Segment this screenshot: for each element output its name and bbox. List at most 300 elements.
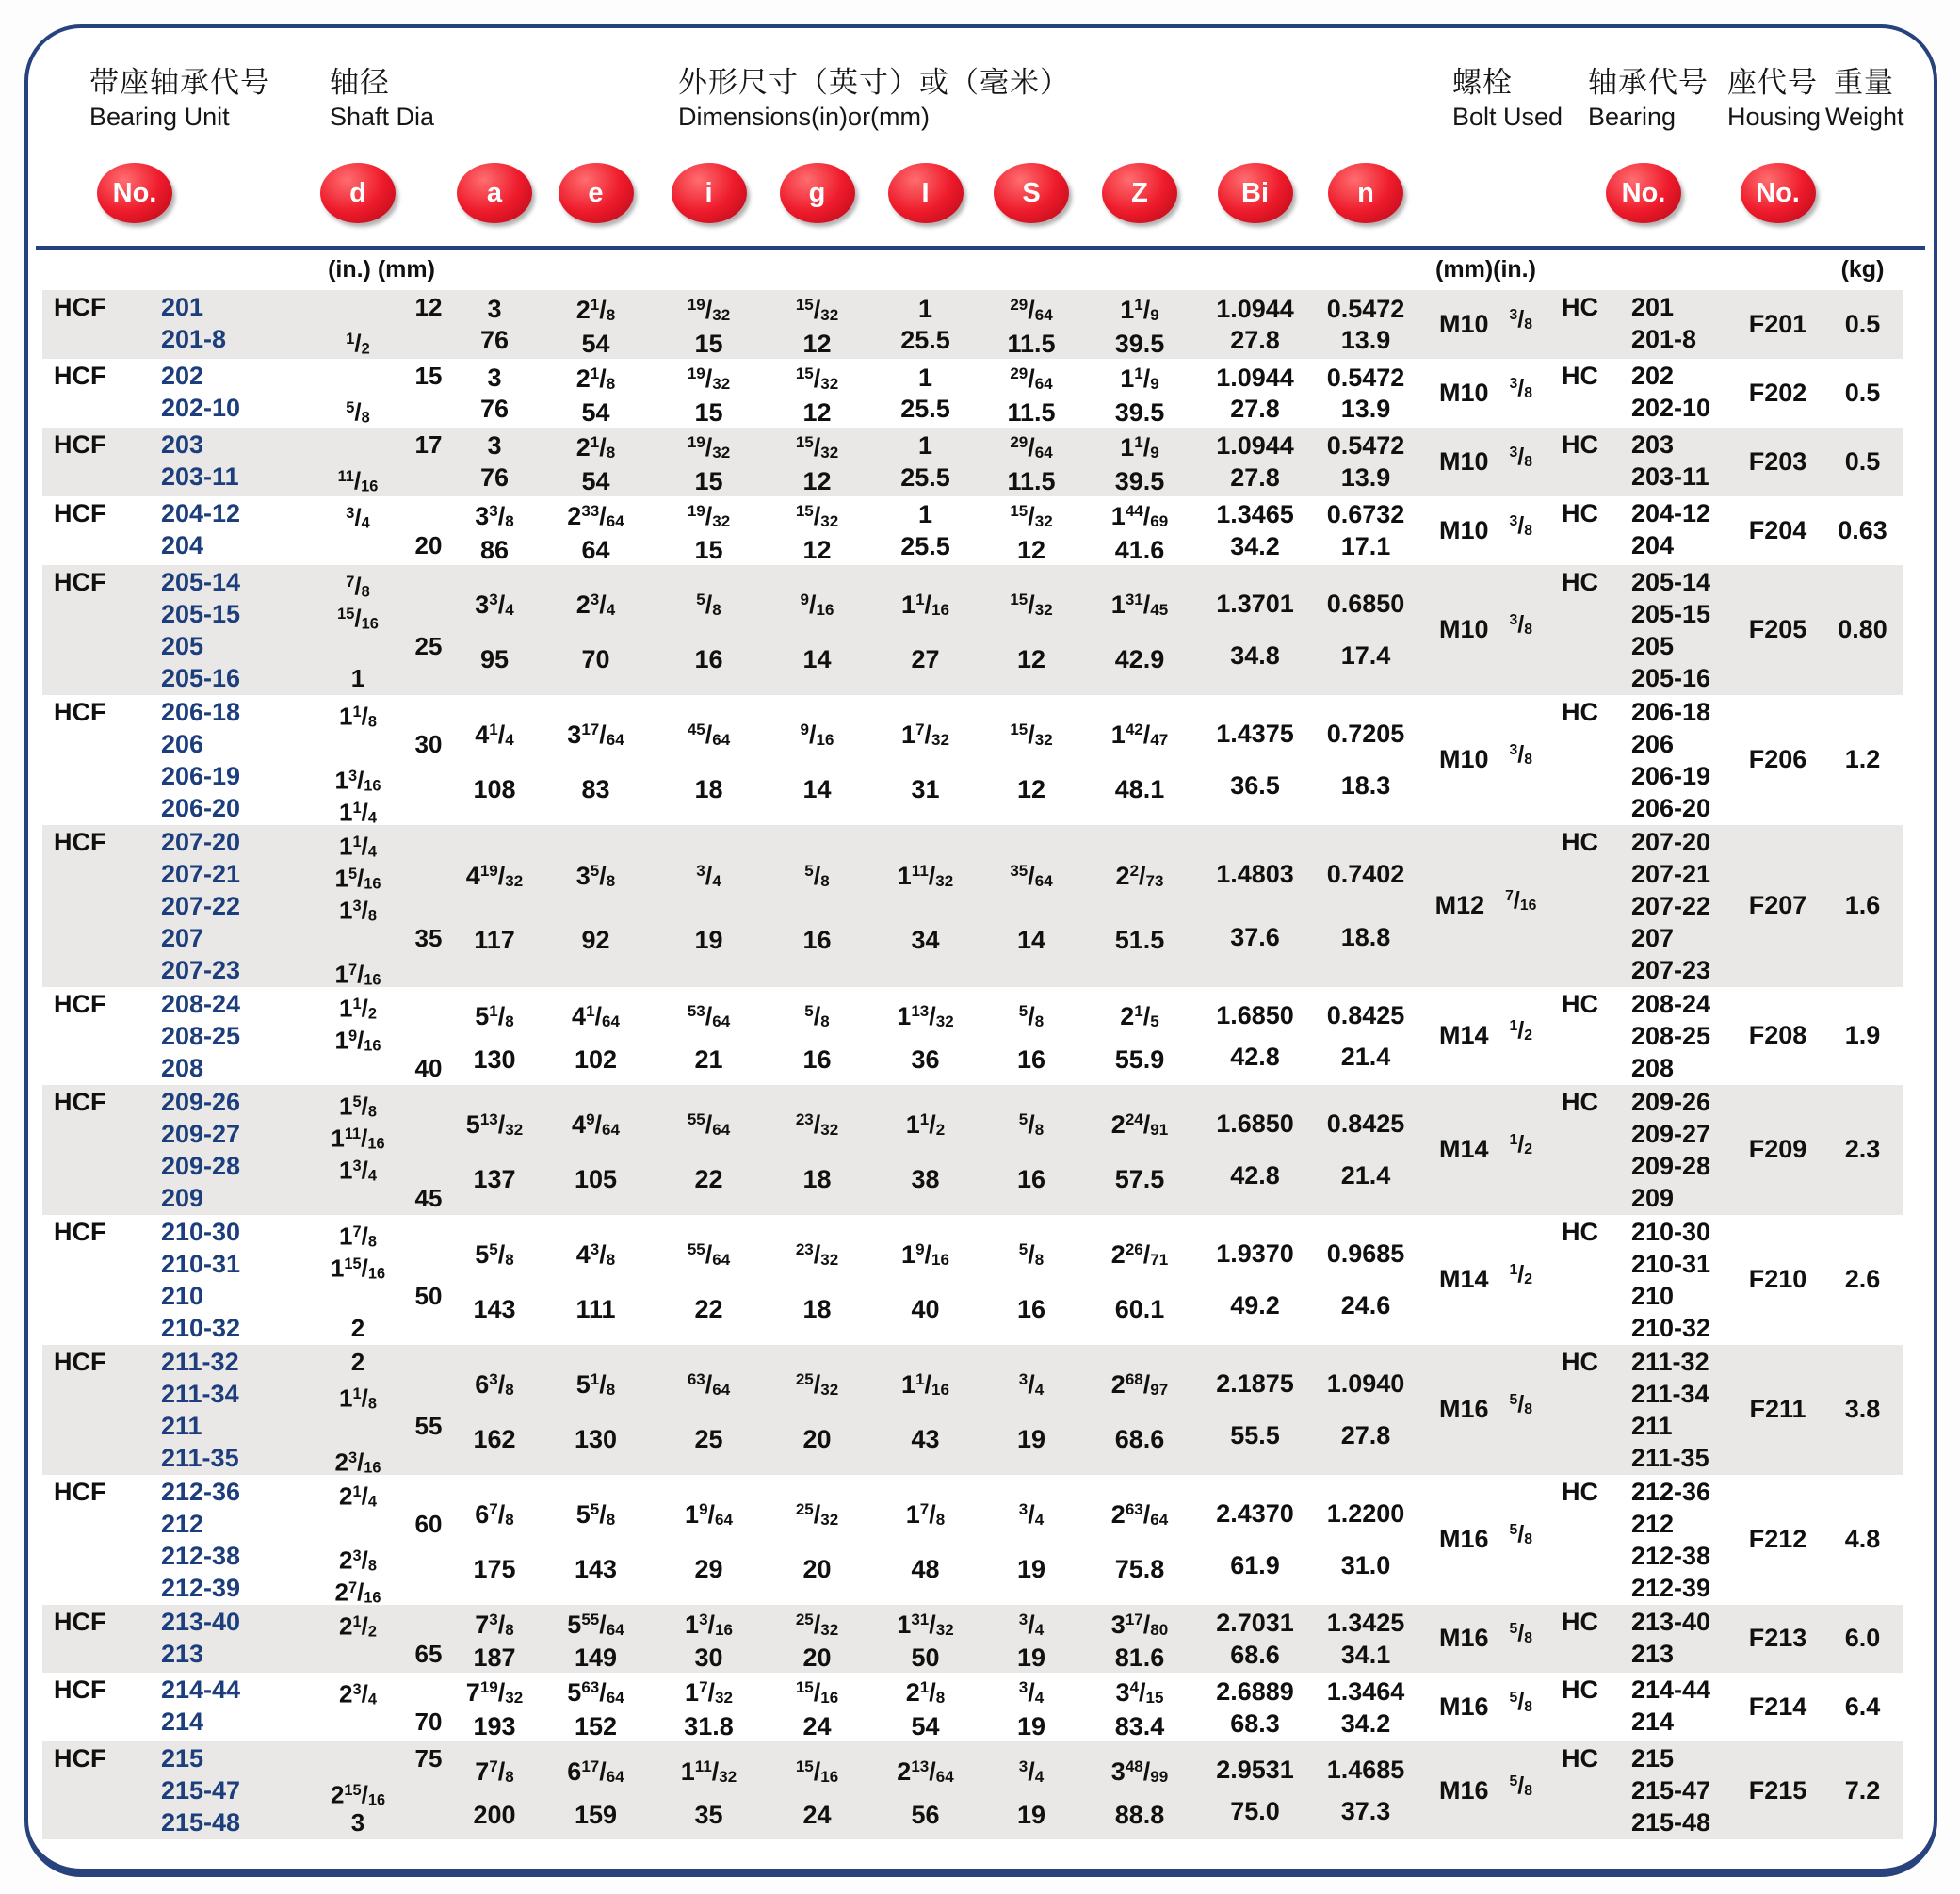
shaft-dia-in: $1^5/_{16}$ (334, 864, 381, 893)
shaft-dia-in: $1^5/_8$ (339, 1092, 377, 1121)
dim-Z-inch: $1^{31}/_{45}$ (1110, 591, 1169, 620)
bearing-prefix: HC (1562, 1477, 1598, 1506)
dim-n-mm: 18.8 (1340, 922, 1391, 951)
dim-a-mm: 200 (473, 1800, 516, 1829)
dim-a-cell (452, 1742, 537, 1838)
dim-Z-cell (1083, 988, 1196, 1084)
dim-e-cell (537, 429, 655, 495)
housing-no-cell (1733, 1086, 1822, 1214)
dim-g-mm: 12 (802, 329, 832, 358)
dim-I-cell (871, 1216, 980, 1344)
bolt-metric-size: M16 (1438, 1624, 1489, 1653)
shaft-dia-in: $1^1/_4$ (339, 798, 377, 824)
model-number: 210-30 (161, 1217, 241, 1246)
dim-i-mm: 21 (694, 1045, 723, 1075)
shaft-dia-in: $1^1/_2$ (339, 994, 377, 1023)
dim-a-inch: $4^{19}/_{32}$ (465, 861, 524, 890)
model-number: 212 (161, 1509, 204, 1538)
shaft-dia-mm (405, 890, 452, 922)
shaft-dia-in: $2^7/_{16}$ (334, 1578, 381, 1604)
header-housing-zh: 座代号 (1727, 66, 1818, 99)
bearing-no-cell (1554, 1606, 1733, 1673)
header-bearing-unit-zh: 带座轴承代号 (89, 66, 270, 99)
dim-i-inch: $^{19}/_{32}$ (687, 432, 731, 461)
bearing-model-number: 204-12 (1631, 498, 1711, 527)
bearing-model-number: 203-11 (1631, 461, 1709, 491)
model-number: 204-12 (161, 498, 241, 527)
shaft-dia-in: $1^{15}/_{16}$ (330, 1254, 386, 1283)
dim-S-cell (980, 988, 1083, 1084)
dim-n-cell (1314, 497, 1417, 564)
dim-e-mm: 130 (574, 1424, 618, 1453)
bearing-model-number: 207-23 (1631, 955, 1711, 984)
shaft-dia-in: $^{11}/_{16}$ (337, 466, 379, 495)
weight-cell (1822, 291, 1903, 358)
dim-i-cell (655, 826, 763, 986)
model-number: 207-22 (161, 891, 241, 920)
housing-number: F211 (1749, 1395, 1806, 1423)
shaft-dia-mm (405, 1774, 452, 1806)
dim-I-inch: 1 (917, 294, 933, 323)
weight-cell (1822, 988, 1903, 1084)
dim-S-cell (980, 1606, 1083, 1673)
housing-number: F201 (1748, 309, 1807, 338)
dim-i-cell (655, 291, 763, 358)
dim-g-inch: $^{15}/_{32}$ (795, 295, 839, 324)
shaft-dia-mm-cell (405, 988, 452, 1084)
dim-e-cell (537, 1674, 655, 1740)
bolt-metric-size: M16 (1438, 1395, 1489, 1423)
dim-Bi-mm: 34.8 (1230, 641, 1280, 671)
bolt-inch-size: $^3/_8$ (1509, 741, 1532, 768)
bearing-model-number: 206-19 (1631, 761, 1711, 790)
dim-g-inch: $^{15}/_{16}$ (795, 1756, 839, 1786)
dim-e-cell (537, 497, 655, 564)
dim-S-cell (980, 1674, 1083, 1740)
dim-n-mm: 24.6 (1340, 1291, 1391, 1320)
dim-n-inch: 0.5472 (1326, 294, 1405, 323)
dim-e-mm: 64 (581, 535, 610, 564)
badge-Bi: Bi (1218, 163, 1293, 223)
dim-S-inch: $^{15}/_{32}$ (1010, 591, 1053, 620)
model-number: 214 (161, 1708, 204, 1737)
model-number: 213 (161, 1639, 204, 1668)
dim-n-mm: 34.2 (1340, 1708, 1391, 1738)
unit-no-cell (42, 429, 311, 495)
housing-no-cell (1733, 360, 1822, 427)
bolt-cell (1417, 1476, 1554, 1604)
dim-e-mm: 54 (581, 329, 610, 358)
bolt-inch-size: $^1/_2$ (1509, 1017, 1532, 1044)
shaft-dia-in: $2^3/_8$ (339, 1546, 377, 1575)
housing-number: F209 (1748, 1135, 1807, 1163)
dim-a-mm: 86 (479, 535, 510, 564)
weight-value: 0.5 (1844, 309, 1881, 338)
shaft-dia-in: $1^3/_{16}$ (334, 766, 381, 795)
shaft-dia-in-cell (311, 1674, 405, 1740)
dim-S-cell (980, 1216, 1083, 1344)
dim-g-inch: $^{23}/_{32}$ (795, 1240, 839, 1270)
shaft-dia-mm-cell (405, 1742, 452, 1838)
model-number: 205 (161, 631, 204, 660)
housing-no-cell (1733, 291, 1822, 358)
dim-n-cell (1314, 826, 1417, 986)
shaft-dia-in: $1^3/_8$ (339, 896, 377, 925)
model-number: 204 (161, 530, 204, 559)
dim-g-cell (763, 696, 871, 824)
dim-e-mm: 149 (574, 1643, 618, 1673)
dim-e-mm: 54 (581, 397, 610, 427)
dim-i-cell (655, 1086, 763, 1214)
dim-n-inch: 1.0940 (1326, 1368, 1405, 1398)
model-number: 209-27 (161, 1119, 241, 1148)
shaft-dia-in (311, 630, 405, 662)
bolt-cell (1417, 696, 1554, 824)
shaft-dia-in (311, 1182, 405, 1214)
bearing-model-number: 207 (1631, 923, 1675, 952)
bearing-model-number: 209 (1631, 1183, 1675, 1212)
dim-g-inch: $^{25}/_{32}$ (795, 1370, 839, 1400)
unit-prefix: HCF (54, 361, 106, 390)
dim-a-mm: 130 (473, 1045, 516, 1075)
bolt-inch-size: $^3/_8$ (1509, 374, 1532, 401)
weight-cell (1822, 1606, 1903, 1673)
dim-S-inch: $^3/_4$ (1018, 1610, 1045, 1639)
dim-S-mm: 11.5 (1007, 397, 1056, 427)
dim-a-cell (452, 429, 537, 495)
bolt-cell (1417, 360, 1554, 427)
dim-Z-mm: 57.5 (1114, 1164, 1165, 1193)
table-row-group (42, 1215, 1903, 1345)
dim-Z-cell (1083, 429, 1196, 495)
unit-prefix: HCF (54, 1347, 106, 1376)
dim-a-inch: 3 (487, 431, 502, 461)
bolt-inch-size: $^3/_8$ (1509, 305, 1532, 332)
housing-number: F215 (1748, 1775, 1807, 1805)
weight-cell (1822, 1346, 1903, 1474)
shaft-dia-in: $1^{11}/_{16}$ (331, 1124, 385, 1153)
bolt-cell (1417, 988, 1554, 1084)
shaft-dia-in-cell (311, 1742, 405, 1838)
shaft-dia-mm: 20 (414, 530, 443, 559)
dim-Z-inch: $2^{68}/_{97}$ (1110, 1370, 1169, 1400)
model-number: 205-15 (161, 599, 241, 628)
bearing-model-number: 205-15 (1631, 599, 1711, 628)
dim-Z-mm: 51.5 (1114, 926, 1165, 955)
bearing-no-cell (1554, 1216, 1733, 1344)
bearing-model-number: 208-24 (1631, 989, 1711, 1018)
dim-n-mm: 27.8 (1340, 1421, 1391, 1450)
model-number: 215-48 (161, 1808, 241, 1837)
dim-Z-inch: $2^2/_{73}$ (1115, 861, 1164, 890)
dim-a-mm: 193 (473, 1712, 516, 1741)
dim-S-mm: 19 (1016, 1424, 1046, 1453)
dim-Bi-cell (1196, 696, 1314, 824)
unit-prefix: HCF (54, 498, 106, 527)
weight-value: 2.6 (1844, 1265, 1881, 1293)
dim-e-inch: $3^{17}/_{64}$ (567, 720, 624, 750)
unit-no-cell (42, 1606, 311, 1673)
dim-a-inch: $5^1/_8$ (475, 1001, 514, 1030)
dim-Z-mm: 81.6 (1114, 1643, 1165, 1673)
dim-Bi-inch: 2.7031 (1216, 1609, 1294, 1638)
model-number: 202 (161, 361, 204, 390)
dim-Z-cell (1083, 566, 1196, 694)
dim-g-cell (763, 1674, 871, 1740)
housing-number: F210 (1748, 1265, 1807, 1293)
model-number: 215-47 (161, 1776, 241, 1805)
bearing-model-number: 206-20 (1631, 793, 1711, 822)
dim-Bi-mm: 68.6 (1230, 1640, 1280, 1669)
housing-no-cell (1733, 1476, 1822, 1604)
badge-a: a (457, 163, 532, 223)
dim-Bi-cell (1196, 826, 1314, 986)
dim-S-cell (980, 291, 1083, 358)
dim-Bi-inch: 1.3465 (1216, 500, 1294, 529)
dim-Z-inch: $2^{24}/_{91}$ (1110, 1110, 1169, 1140)
dim-Bi-inch: 1.0944 (1216, 363, 1294, 392)
model-number: 213-40 (161, 1607, 241, 1636)
dim-i-mm: 15 (694, 466, 723, 495)
weight-cell (1822, 1674, 1903, 1740)
model-number: 211 (161, 1411, 202, 1440)
bearing-model-number: 212-38 (1631, 1541, 1711, 1570)
shaft-dia-mm (405, 1540, 452, 1572)
weight-value: 2.3 (1844, 1135, 1881, 1163)
dim-Z-mm: 39.5 (1114, 397, 1165, 427)
bearing-model-number: 209-28 (1631, 1151, 1711, 1180)
bearing-prefix: HC (1562, 567, 1598, 596)
dim-Bi-inch: 1.4375 (1216, 719, 1294, 748)
dim-S-inch: $^{29}/_{64}$ (1010, 295, 1053, 324)
table-row-group (42, 290, 1903, 359)
bearing-model-number: 210 (1631, 1281, 1675, 1310)
dim-e-inch: $2^1/_8$ (575, 295, 616, 324)
dim-S-inch: $^3/_4$ (1018, 1370, 1045, 1400)
dim-n-inch: 0.8425 (1326, 1000, 1405, 1029)
dim-g-cell (763, 291, 871, 358)
dim-Z-mm: 42.9 (1114, 644, 1165, 673)
dim-I-mm: 25.5 (900, 531, 950, 560)
unit-prefix: HCF (54, 1217, 106, 1246)
bearing-model-number: 210-32 (1631, 1313, 1711, 1342)
dim-g-cell (763, 1346, 871, 1474)
model-number: 212-36 (161, 1477, 241, 1506)
shaft-dia-mm (405, 696, 452, 728)
unit-no-cell (42, 1742, 311, 1838)
dim-S-mm: 19 (1016, 1712, 1046, 1741)
shaft-dia-mm-cell (405, 1606, 452, 1673)
dim-a-mm: 108 (473, 774, 516, 803)
dim-i-mm: 22 (694, 1164, 723, 1193)
bearing-model-number: 211 (1631, 1411, 1673, 1440)
housing-no-cell (1733, 497, 1822, 564)
dim-i-inch: $^{53}/_{64}$ (687, 1001, 731, 1030)
dim-g-mm: 20 (802, 1554, 832, 1583)
dim-i-mm: 30 (694, 1643, 723, 1673)
dim-n-inch: 1.3464 (1326, 1677, 1405, 1706)
dim-Bi-mm: 27.8 (1230, 326, 1280, 355)
badge-d: d (320, 163, 396, 223)
dim-I-cell (871, 360, 980, 427)
dim-Bi-cell (1196, 1086, 1314, 1214)
dim-e-inch: $4^1/_{64}$ (572, 1001, 620, 1030)
dim-e-inch: $5^1/_8$ (575, 1370, 616, 1400)
bolt-cell (1417, 826, 1554, 986)
housing-number: F208 (1748, 1021, 1807, 1049)
dim-I-cell (871, 291, 980, 358)
weight-value: 1.2 (1844, 745, 1881, 773)
dim-i-inch: $^{19}/_{32}$ (687, 295, 731, 324)
bearing-model-number: 211-34 (1631, 1379, 1709, 1408)
dim-a-inch: $6^3/_8$ (475, 1370, 514, 1400)
dim-i-inch: $^5/_8$ (696, 591, 721, 620)
bearing-model-number: 215-47 (1631, 1776, 1711, 1805)
model-number: 212-39 (161, 1573, 241, 1602)
bearing-no-cell (1554, 497, 1733, 564)
dim-Bi-inch: 2.6889 (1216, 1677, 1294, 1706)
dim-Bi-cell (1196, 291, 1314, 358)
dim-e-inch: $2^{33}/_{64}$ (567, 501, 624, 530)
dim-Z-cell (1083, 696, 1196, 824)
bearing-no-cell (1554, 696, 1733, 824)
bearing-model-number: 212-36 (1631, 1477, 1711, 1506)
badge-g: g (780, 163, 855, 223)
bearing-model-number: 204 (1631, 530, 1675, 559)
dim-I-inch: 1 (917, 500, 933, 529)
weight-cell (1822, 429, 1903, 495)
dim-S-mm: 19 (1016, 1800, 1046, 1829)
dim-a-cell (452, 1606, 537, 1673)
dim-I-mm: 27 (911, 644, 940, 673)
model-number: 207-20 (161, 827, 241, 856)
shaft-dia-in (311, 1742, 405, 1774)
shaft-dia-in-cell (311, 1086, 405, 1214)
unit-no-cell (42, 1086, 311, 1214)
unit-prefix: HCF (54, 429, 106, 459)
housing-number: F213 (1748, 1624, 1807, 1653)
dim-g-mm: 12 (802, 397, 832, 427)
dim-g-mm: 14 (802, 774, 832, 803)
dim-a-mm: 76 (479, 326, 510, 355)
dim-g-cell (763, 497, 871, 564)
model-number: 210-32 (161, 1313, 241, 1342)
unit-prefix: HCF (54, 1744, 106, 1773)
shaft-dia-mm-cell (405, 1674, 452, 1740)
table-row-group (42, 695, 1903, 825)
unit-no-cell (42, 988, 311, 1084)
weight-value: 0.80 (1838, 615, 1887, 643)
shaft-dia-in: $^{15}/_{16}$ (337, 604, 379, 633)
dim-a-cell (452, 291, 537, 358)
dim-Bi-mm: 34.2 (1230, 531, 1280, 560)
bearing-prefix: HC (1562, 1744, 1598, 1773)
dim-a-inch: $5^{13}/_{32}$ (465, 1110, 524, 1140)
housing-no-cell (1733, 1742, 1822, 1838)
dim-Bi-cell (1196, 497, 1314, 564)
dim-g-mm: 20 (802, 1424, 832, 1453)
bearing-model-number: 210-31 (1631, 1249, 1711, 1278)
weight-cell (1822, 696, 1903, 824)
units-shaft-dia: (in.) (mm) (328, 256, 435, 283)
dim-a-mm: 175 (473, 1554, 516, 1583)
dim-a-mm: 117 (474, 926, 515, 955)
dim-S-mm: 11.5 (1007, 466, 1056, 495)
dim-S-inch: $^5/_8$ (1018, 1001, 1045, 1030)
housing-no-cell (1733, 566, 1822, 694)
dim-I-mm: 40 (911, 1294, 940, 1323)
dim-I-mm: 25.5 (900, 395, 950, 424)
dim-I-cell (871, 1346, 980, 1474)
dim-I-inch: $1^7/_8$ (905, 1500, 946, 1530)
shaft-dia-in (311, 529, 405, 561)
bearing-prefix: HC (1562, 827, 1598, 856)
shaft-dia-in-cell (311, 826, 405, 986)
dim-Z-inch: $1^1/_9$ (1120, 432, 1159, 461)
dim-S-mm: 19 (1016, 1554, 1046, 1583)
housing-no-cell (1733, 1346, 1822, 1474)
dim-Z-inch: $3^{48}/_{99}$ (1110, 1756, 1169, 1786)
dim-e-cell (537, 1086, 655, 1214)
bolt-inch-size: $^5/_8$ (1509, 1689, 1532, 1716)
dim-i-inch: $^3/_4$ (696, 861, 721, 890)
dim-g-inch: $^{15}/_{16}$ (795, 1678, 839, 1708)
shaft-dia-mm-cell (405, 291, 452, 358)
dim-Bi-mm: 61.9 (1230, 1551, 1280, 1580)
dim-a-mm: 187 (473, 1643, 516, 1673)
badge-Z: Z (1102, 163, 1177, 223)
shaft-dia-in: 1 (350, 663, 365, 692)
housing-no-cell (1733, 429, 1822, 495)
bearing-model-number: 212-39 (1631, 1573, 1711, 1602)
dim-g-cell (763, 1086, 871, 1214)
dim-i-inch: $^{19}/_{32}$ (687, 501, 731, 530)
dim-i-cell (655, 360, 763, 427)
dim-S-inch: $^3/_4$ (1018, 1500, 1045, 1530)
dim-Bi-inch: 1.0944 (1216, 431, 1294, 461)
dim-S-cell (980, 1086, 1083, 1214)
shaft-dia-in: $1^7/_{16}$ (334, 960, 381, 986)
shaft-dia-in: $^5/_8$ (346, 397, 370, 427)
dim-a-mm: 76 (479, 395, 510, 424)
bolt-metric-size: M16 (1438, 1775, 1489, 1805)
table-row-group (42, 1085, 1903, 1215)
unit-no-cell (42, 1476, 311, 1604)
shaft-dia-mm (405, 1118, 452, 1150)
bolt-metric-size: M10 (1438, 309, 1489, 338)
dim-i-cell (655, 988, 763, 1084)
bearing-prefix: HC (1562, 989, 1598, 1018)
dim-I-mm: 36 (911, 1045, 940, 1075)
unit-no-cell (42, 566, 311, 694)
shaft-dia-in: $1^9/_{16}$ (334, 1026, 381, 1055)
dim-Z-mm: 39.5 (1114, 466, 1165, 495)
dim-i-inch: $^{55}/_{64}$ (687, 1110, 731, 1140)
bearing-no-cell (1554, 1742, 1733, 1838)
model-number: 203-11 (161, 461, 239, 491)
dim-a-mm: 137 (473, 1164, 516, 1193)
shaft-dia-mm: 15 (414, 361, 443, 390)
dim-n-inch: 0.7402 (1326, 860, 1405, 889)
dim-g-cell (763, 566, 871, 694)
dim-n-cell (1314, 1606, 1417, 1673)
dim-Z-cell (1083, 826, 1196, 986)
dim-a-cell (452, 1086, 537, 1214)
housing-number: F205 (1748, 615, 1807, 643)
dim-Z-cell (1083, 1216, 1196, 1344)
shaft-dia-in: $^1/_2$ (346, 329, 370, 358)
dim-I-mm: 56 (911, 1800, 940, 1829)
